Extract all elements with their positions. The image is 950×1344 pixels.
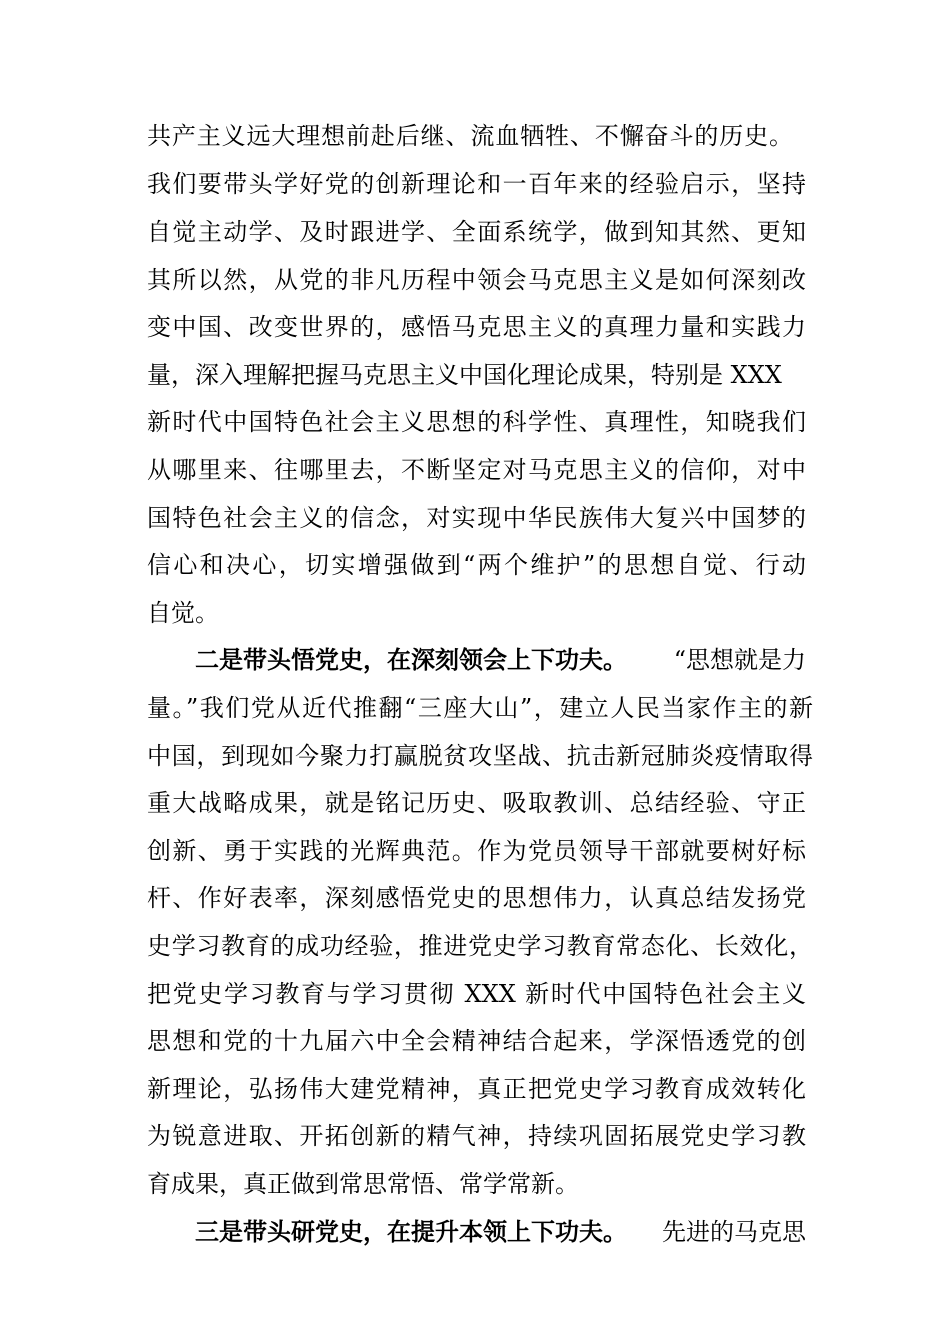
paragraph-1-line-10: 信心和决心，切实增强做到“两个维护”的思想自觉、行动: [147, 551, 806, 579]
paragraph-1-line-4: 其所以然，从党的非凡历程中领会马克思主义是如何深刻改: [147, 266, 806, 294]
paragraph-2-line-4: 重大战略成果，就是铭记历史、吸取教训、总结经验、守正: [147, 789, 806, 817]
paragraph-1-line-11: 自觉。: [147, 599, 219, 627]
paragraph-2-heading: 二是带头悟党史，在深刻领会上下功夫。: [195, 646, 627, 674]
paragraph-2-line-7: 史学习教育的成功经验，推进党史学习教育常态化、长效化，: [147, 932, 813, 960]
paragraph-1-line-6: 量，深入理解把握马克思主义中国化理论成果，特别是 XXX: [147, 361, 782, 389]
paragraph-2-line-2: 量。”我们党从近代推翻“三座大山”，建立人民当家作主的新: [147, 694, 813, 722]
paragraph-2-line-6: 杆、作好表率，深刻感悟党史的思想伟力，认真总结发扬党: [147, 884, 806, 912]
paragraph-1-line-8: 从哪里来、往哪里去，不断坚定对马克思主义的信仰，对中: [147, 456, 806, 484]
paragraph-1-line-2: 我们要带头学好党的创新理论和一百年来的经验启示，坚持: [147, 170, 806, 198]
paragraph-3-heading: 三是带头研党史，在提升本领上下功夫。: [195, 1218, 627, 1246]
paragraph-1-line-1: 共产主义远大理想前赴后继、流血牺牲、不懈奋斗的历史。: [147, 122, 793, 150]
paragraph-2-line-9: 思想和党的十九届六中全会精神结合起来，学深悟透党的创: [147, 1027, 806, 1055]
paragraph-3-line-1: [195, 1212, 806, 1252]
paragraph-1-line-3: 自觉主动学、及时跟进学、全面系统学，做到知其然、更知: [147, 218, 806, 246]
paragraph-2-line-11: 为锐意进取、开拓创新的精气神，持续巩固拓展党史学习教: [147, 1122, 806, 1150]
paragraph-2-line-5: 创新、勇于实践的光辉典范。作为党员领导干部就要树好标: [147, 837, 806, 865]
paragraph-1-line-9: 国特色社会主义的信念，对实现中华民族伟大复兴中国梦的: [147, 504, 806, 532]
paragraph-1-line-5: 变中国、改变世界的，感悟马克思主义的真理力量和实践力: [147, 313, 806, 341]
paragraph-2-line-8: 把党史学习教育与学习贯彻 XXX 新时代中国特色社会主义: [147, 980, 806, 1008]
paragraph-2-line-3: 中国，到现如今聚力打赢脱贫攻坚战、抗击新冠肺炎疫情取得: [147, 742, 813, 770]
paragraph-2-line-10: 新理论，弘扬伟大建党精神，真正把党史学习教育成效转化: [147, 1075, 806, 1103]
paragraph-3-first-line-text: 先进的马克思: [662, 1218, 806, 1246]
paragraph-2-line-12: 育成果，真正做到常思常悟、常学常新。: [147, 1170, 579, 1198]
paragraph-2-first-line-text: “思想就是力: [673, 646, 806, 674]
paragraph-1-line-7: 新时代中国特色社会主义思想的科学性、真理性，知晓我们: [147, 408, 806, 436]
paragraph-2-line-1: [195, 640, 806, 680]
